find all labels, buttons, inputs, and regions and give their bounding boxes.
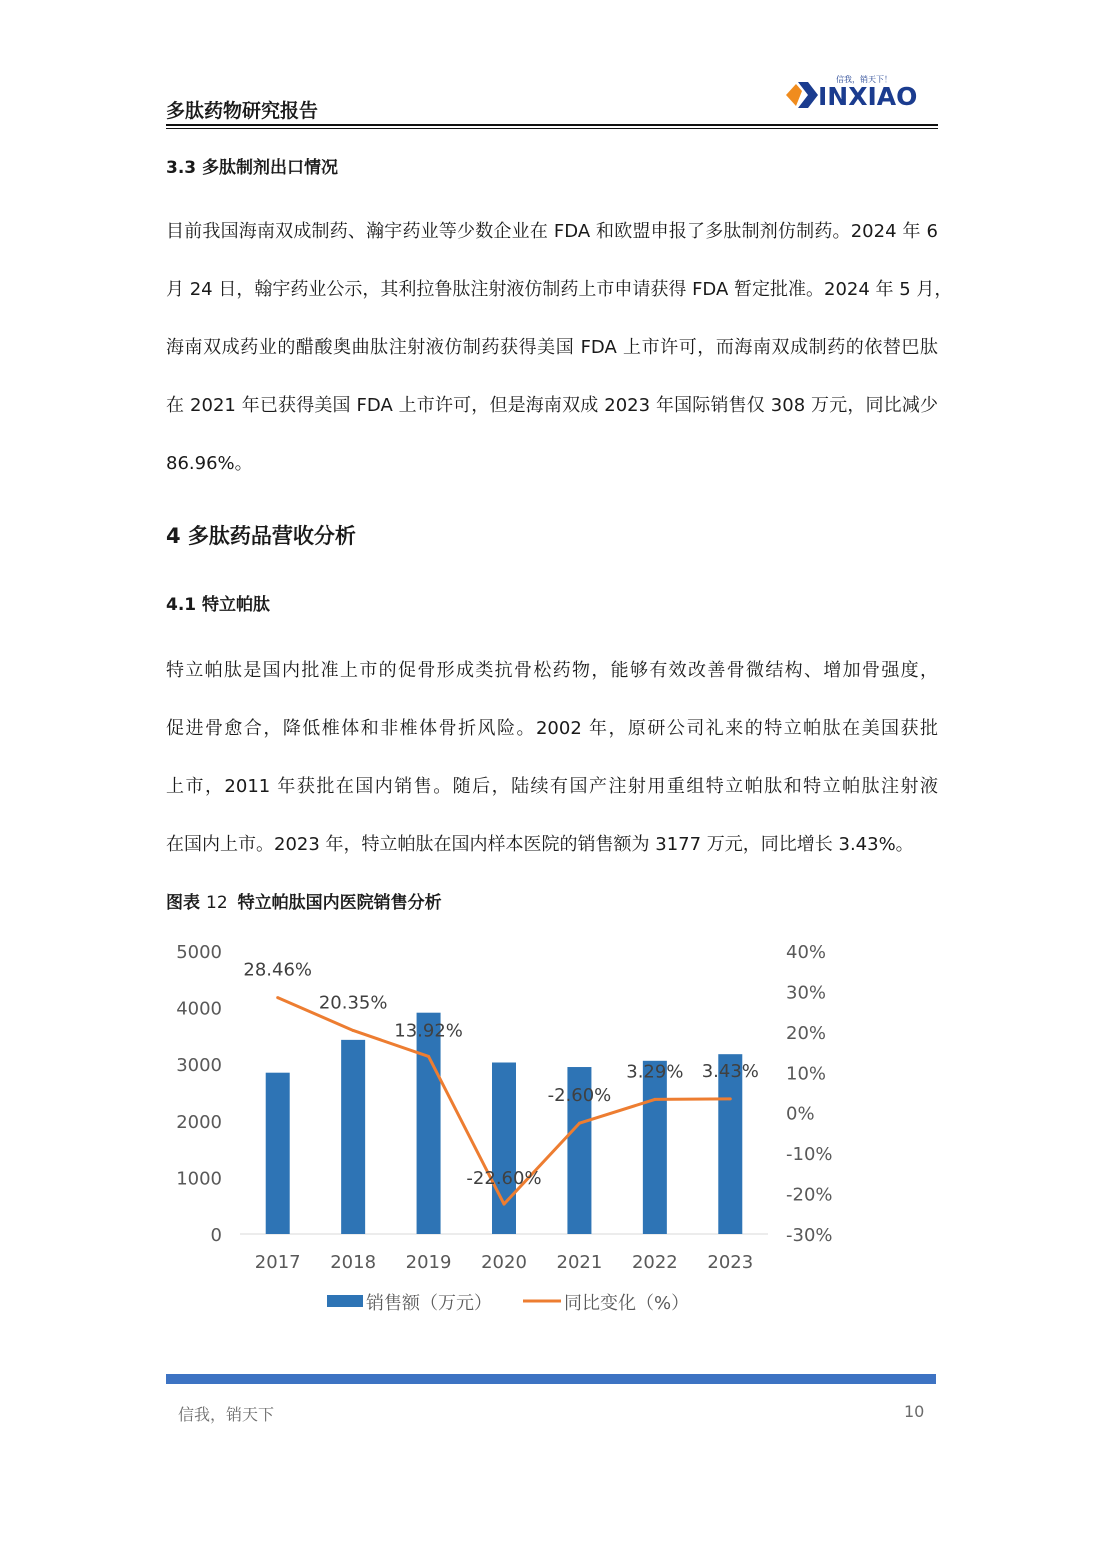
paragraph-line: 在 2021 年已获得美国 FDA 上市许可，但是海南双成 2023 年国际销售仅 308 万元，同比减少 (166, 395, 938, 416)
yoy-point (729, 1097, 732, 1100)
yoy-data-label: 3.43% (701, 1060, 759, 1082)
paragraph-line: 海南双成药业的醋酸奥曲肽注射液仿制药获得美国 FDA 上市许可，而海南双成制药的依替巴肽 (166, 337, 938, 358)
figure-number: 12 (206, 893, 228, 913)
footer-slogan: 信我，销天下 (178, 1405, 275, 1424)
report-title: 多肽药物研究报告 (166, 100, 319, 122)
x-tick-label: 2022 (631, 1252, 678, 1273)
x-tick-label: 2021 (556, 1252, 603, 1273)
sales-bar (643, 1061, 667, 1234)
yoy-data-label: -2.60% (547, 1085, 612, 1107)
sales-bar (492, 1063, 516, 1234)
yoy-data-label: 28.46% (243, 959, 313, 981)
yoy-point (503, 1203, 506, 1206)
section-3-3-heading: 3.3 多肽制剂出口情况 (166, 158, 339, 178)
yoy-point (653, 1098, 656, 1101)
figure-label: 图表 (166, 893, 200, 913)
section-4-1-heading: 4.1 特立帕肽 (166, 595, 271, 615)
paragraph-line: 促进骨愈合，降低椎体和非椎体骨折风险。2002 年，原研公司礼来的特立帕肽在美国获批 (166, 718, 938, 739)
figure-title: 特立帕肽国内医院销售分析 (237, 893, 442, 913)
y-left-tick-label: 2000 (176, 1111, 222, 1133)
page-number: 10 (904, 1402, 925, 1421)
legend-label-yoy: 同比变化（%） (564, 1293, 690, 1314)
sales-bar (417, 1013, 441, 1234)
x-tick-label: 2020 (481, 1252, 527, 1273)
y-left-tick-label: 4000 (176, 998, 222, 1020)
yoy-data-label: 13.92% (394, 1020, 463, 1042)
y-right-tick-label: 20% (786, 1022, 827, 1044)
x-tick-label: 2018 (330, 1252, 377, 1273)
paragraph-line: 86.96%。 (166, 453, 253, 474)
x-tick-label: 2019 (405, 1252, 452, 1273)
y-left-tick-label: 3000 (176, 1055, 222, 1077)
x-tick-label: 2023 (707, 1252, 754, 1273)
paragraph-line: 在国内上市。2023 年，特立帕肽在国内样本医院的销售额为 3177 万元，同比增长 3.43%。 (166, 834, 914, 855)
yoy-data-label: 20.35% (318, 992, 388, 1014)
y-right-tick-label: -30% (786, 1225, 833, 1246)
footer-bar (166, 1374, 936, 1384)
sales-bar (266, 1073, 290, 1234)
y-right-tick-label: -20% (786, 1184, 833, 1206)
yoy-point (352, 1029, 355, 1032)
y-left-tick-label: 1000 (176, 1168, 222, 1190)
paragraph-line: 目前我国海南双成制药、瀚宇药业等少数企业在 FDA 和欧盟申报了多肽制剂仿制药。2024 年 6 (166, 221, 938, 242)
y-right-tick-label: 0% (786, 1103, 815, 1125)
legend-swatch-sales (327, 1295, 363, 1307)
yoy-point (578, 1122, 581, 1125)
yoy-data-label: 3.29% (626, 1061, 684, 1083)
y-right-tick-label: 30% (786, 982, 827, 1004)
section-4-heading: 4 多肽药品营收分析 (166, 524, 356, 548)
yoy-point (427, 1055, 430, 1058)
paragraph-line: 上市，2011 年获批在国内销售。随后，陆续有国产注射用重组特立帕肽和特立帕肽注射液 (166, 776, 938, 797)
legend-label-sales: 销售额（万元） (366, 1293, 492, 1314)
y-left-tick-label: 5000 (176, 942, 222, 963)
yoy-point (276, 996, 279, 999)
logo-text: INXIAO (818, 82, 918, 111)
y-right-tick-label: 40% (786, 942, 827, 963)
yoy-data-label: -22.60% (466, 1168, 542, 1190)
logo-slogan: 信我，销天下！ (836, 75, 892, 84)
paragraph-line: 月 24 日，翰宇药业公示，其利拉鲁肽注射液仿制药上市申请获得 FDA 暂定批准。2024 年 5 月， (166, 279, 953, 300)
y-left-tick-label: 0 (210, 1225, 222, 1246)
y-right-tick-label: -10% (786, 1144, 833, 1166)
sales-bar (341, 1040, 365, 1234)
x-tick-label: 2017 (254, 1252, 301, 1273)
y-right-tick-label: 10% (786, 1063, 827, 1085)
paragraph-line: 特立帕肽是国内批准上市的促骨形成类抗骨松药物，能够有效改善骨微结构、增加骨强度， (166, 660, 938, 681)
